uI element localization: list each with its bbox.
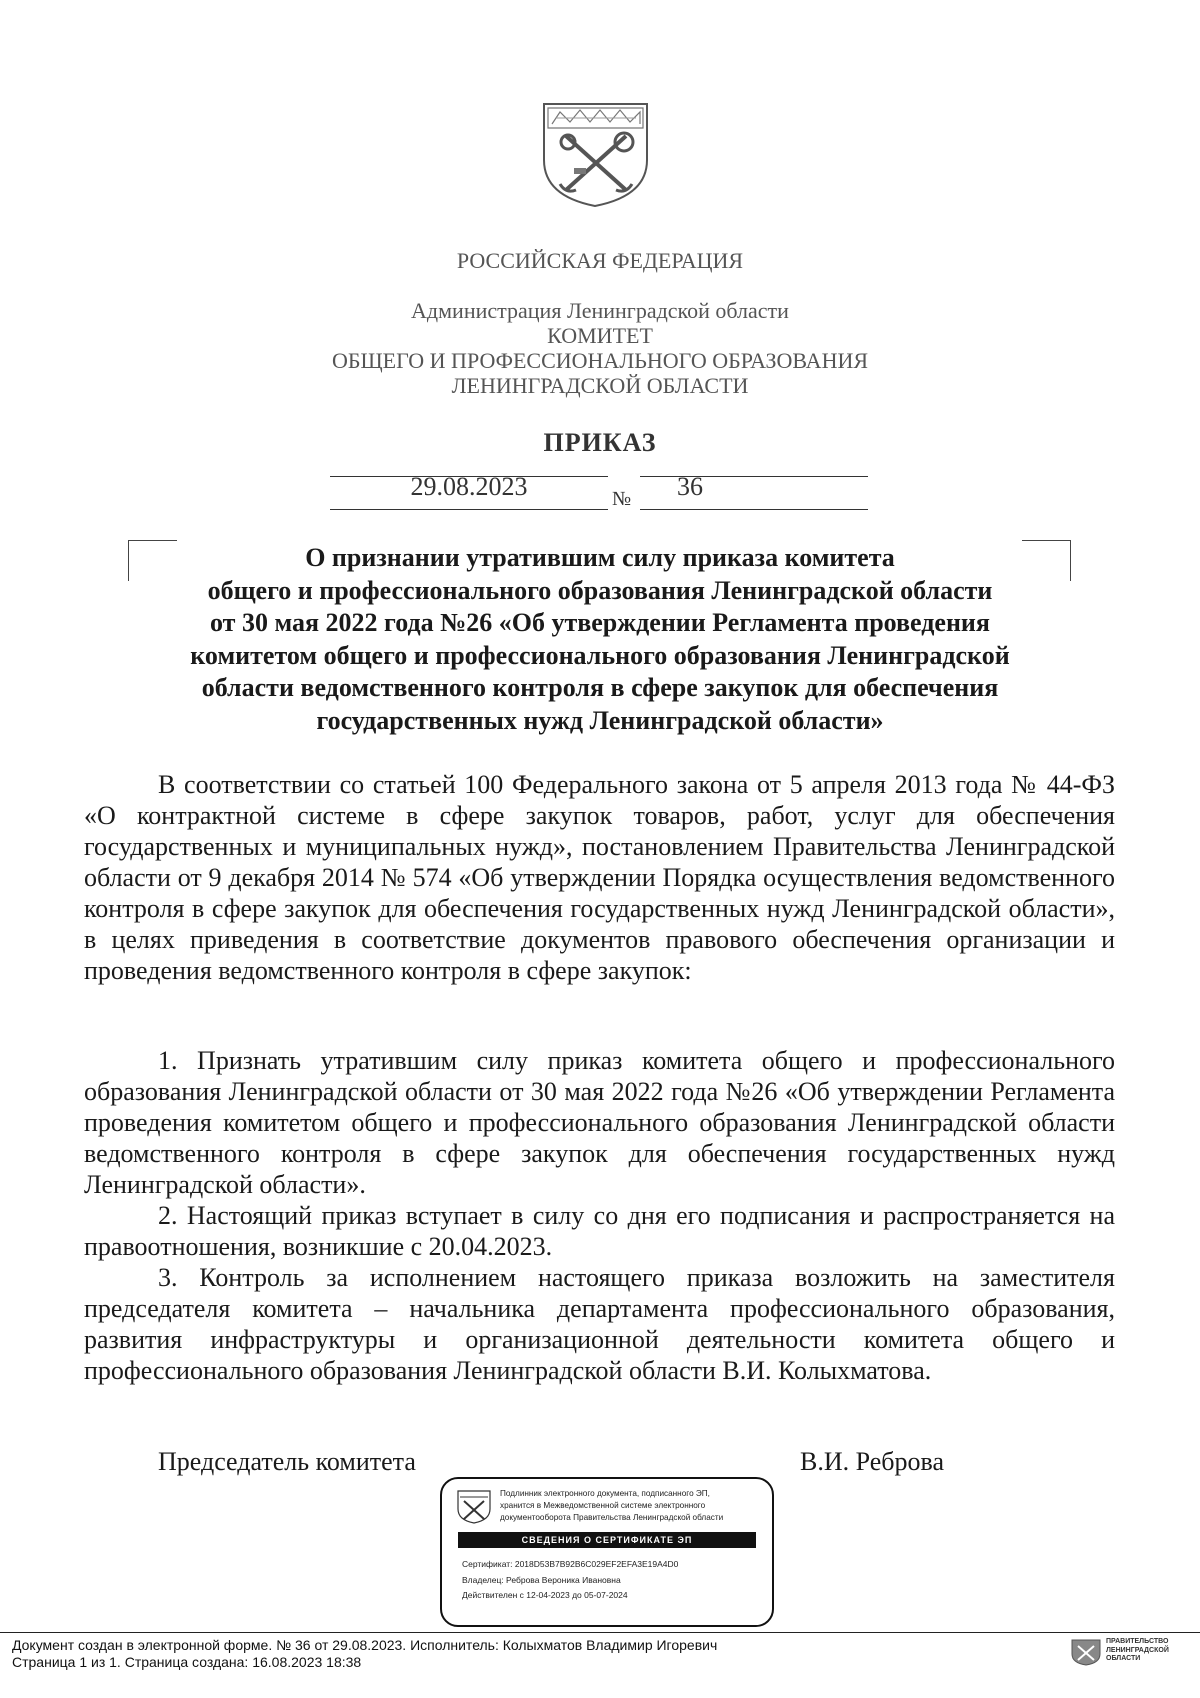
coat-of-arms-icon (538, 98, 653, 210)
document-subject (150, 542, 1050, 737)
e-signature-stamp (440, 1477, 774, 1627)
footer-line-2: Страница 1 из 1. Страница создана: 16.08.2023 18:38 (12, 1654, 362, 1670)
signatory-name: В.И. Реброва (800, 1447, 944, 1476)
subject-line: О признании утратившим силу приказа комитета (305, 543, 895, 572)
date-underline (330, 509, 608, 510)
administration-name: Администрация Ленинградской области (411, 298, 789, 323)
subject-line: государственных нужд Ленинградской области» (316, 705, 884, 735)
committee-name-line1: КОМИТЕТ (547, 323, 653, 348)
committee-name-line3: ЛЕНИНГРАДСКОЙ ОБЛАСТИ (451, 373, 749, 398)
stamp-notice-line: хранится в Межведомственной системе электронного (500, 1501, 706, 1510)
stamp-notice-line: документооборота Правительства Ленинградской области (500, 1513, 724, 1522)
certificate-header: СВЕДЕНИЯ О СЕРТИФИКАТЕ ЭП (458, 1532, 756, 1548)
order-item-1: 1. Признать утратившим силу приказ комитета общего и профессионального образования Ленинградской области от 30 мая 2022 года №26 «Об утверждении Регламента проведения комитетом общего и профессионального образования Ленинградской области ведомственного контроля в сфере закупок для обеспечения государственных нужд Ленинградской области». (84, 1046, 1115, 1199)
footer-org-line: ПРАВИТЕЛЬСТВО (1106, 1638, 1169, 1645)
footer-info (12, 1637, 717, 1671)
subject-line: общего и профессионального образования Ленинградской области (207, 575, 993, 605)
order-item-3: 3. Контроль за исполнением настоящего приказа возложить на заместителя председателя комитета – начальника департамента профессионального образования, развития инфраструктуры и организационной деятельности комитета общего и профессионального образования Ленинградской области В.И. Колыхматова. (84, 1263, 1115, 1385)
certificate-validity: Действителен с 12-04-2023 до 05-07-2024 (462, 1590, 628, 1600)
footer-org-line: ОБЛАСТИ (1106, 1655, 1141, 1662)
subject-line: области ведомственного контроля в сфере закупок для обеспечения (201, 673, 999, 702)
country-name: РОССИЙСКАЯ ФЕДЕРАЦИЯ (456, 248, 744, 273)
preamble-text (84, 769, 1115, 986)
document-number: 36 (677, 472, 703, 501)
footer-line-1: Документ создан в электронной форме. № 36 от 29.08.2023. Исполнитель: Колыхматов Владимир Игоревич (12, 1637, 718, 1653)
number-sign: № (612, 488, 632, 510)
certificate-owner: Владелец: Реброва Вероника Ивановна (462, 1574, 621, 1585)
coat-of-arms-icon (456, 1489, 492, 1525)
certificate-number: Сертификат: 2018D53B7B92B6C029EF2EFA3E19A4D0 (462, 1559, 679, 1569)
signatory-role: Председатель комитета (158, 1447, 416, 1476)
committee-name-line2: ОБЩЕГО И ПРОФЕССИОНАЛЬНОГО ОБРАЗОВАНИЯ (331, 348, 869, 373)
order-items (84, 1045, 1115, 1386)
document-type: ПРИКАЗ (543, 428, 657, 457)
document-date: 29.08.2023 (410, 472, 528, 501)
footer-org-name (1106, 1638, 1169, 1664)
footer-org-line: ЛЕНИНГРАДСКОЙ (1106, 1646, 1169, 1654)
stamp-notice (500, 1488, 760, 1524)
order-item-2: 2. Настоящий приказ вступает в силу со дня его подписания и распространяется на правоотношения, возникшие с 20.04.2023. (84, 1201, 1115, 1261)
subject-line: от 30 мая 2022 года №26 «Об утверждении Регламента проведения (210, 608, 990, 637)
stamp-notice-line: Подлинник электронного документа, подписанного ЭП, (500, 1489, 710, 1498)
preamble-paragraph: В соответствии со статьей 100 Федерального закона от 5 апреля 2013 года № 44-ФЗ «О контрактной системе в сфере закупок товаров, работ, услуг для обеспечения государственных и муниципальных нужд», постановлением Правительства Ленинградской области от 9 декабря 2014 № 574 «Об утверждении Порядка осуществления ведомственного контроля в сфере закупок для обеспечения государственных нужд Ленинградской области», в целях приведения в соответствие документов правового обеспечения организации и проведения ведомственного контроля в сфере закупок: (84, 770, 1115, 985)
subject-line: комитетом общего и профессионального образования Ленинградской (190, 640, 1010, 670)
number-underline (640, 509, 868, 510)
coat-of-arms-icon (1070, 1638, 1102, 1666)
certificate-details (462, 1557, 762, 1604)
footer-divider (0, 1632, 1200, 1633)
